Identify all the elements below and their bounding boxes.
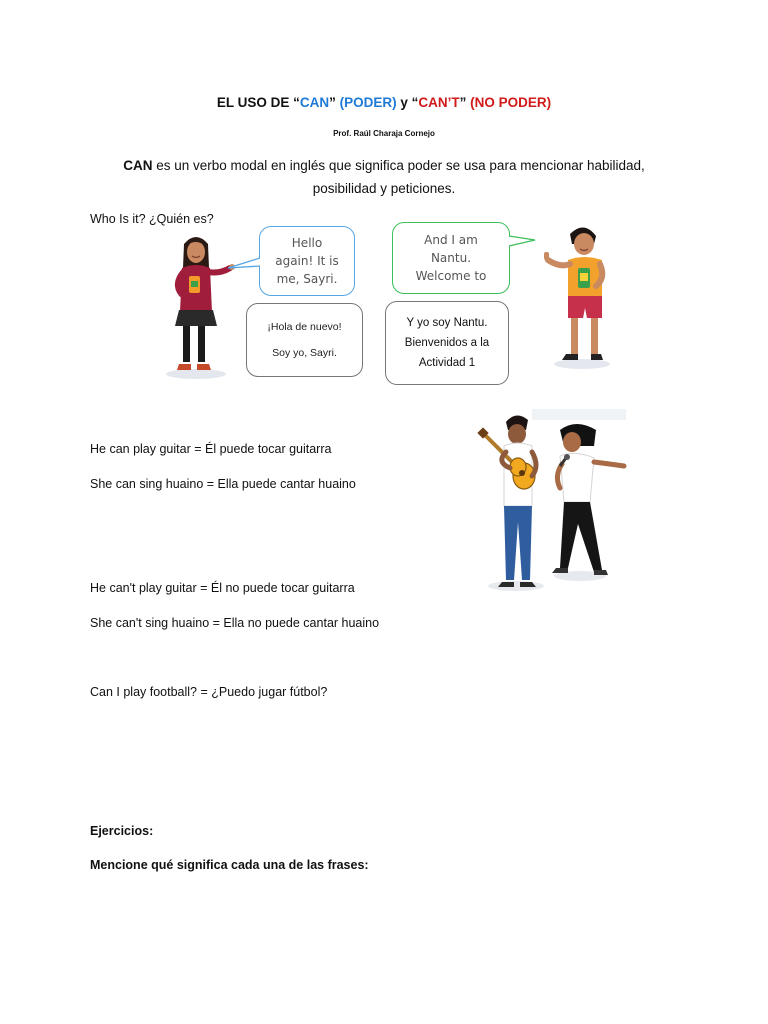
page-title: EL USO DE “CAN” (PODER) y “CAN’T” (NO PODER) — [216, 95, 552, 110]
sayri-illustration — [162, 232, 238, 382]
example-can-guitar: He can play guitar = Él puede tocar guitarra — [90, 442, 332, 456]
sayri-spanish-line-1: ¡Hola de nuevo! — [267, 321, 342, 333]
who-question: Who Is it? ¿Quién es? — [90, 212, 214, 226]
speech-box-nantu-spanish: Y yo soy Nantu. Bienvenidos a la Actividad 1 — [385, 301, 509, 385]
exercises-instruction: Mencione qué significa cada una de las frases: — [90, 858, 369, 872]
intro-paragraph: CAN es un verbo modal en inglés que significa poder se usa para mencionar habilidad, posibilidad y peticiones. — [123, 158, 645, 196]
bubble-tail-sayri — [226, 256, 262, 272]
bubble-tail-nantu — [507, 230, 537, 252]
speech-box-sayri-spanish — [246, 303, 363, 377]
author-line: Prof. Raúl Charaja Cornejo — [333, 129, 435, 138]
sayri-spanish-line-2: Soy yo, Sayri. — [272, 347, 337, 359]
example-cant-guitar: He can't play guitar = Él no puede tocar guitarra — [90, 581, 355, 595]
example-cant-sing: She can't sing huaino = Ella no puede cantar huaino — [90, 616, 380, 630]
speech-bubble-nantu-english: And I am Nantu. Welcome to — [392, 222, 510, 294]
musicians-illustration — [476, 406, 628, 594]
example-can-sing: She can sing huaino = Ella puede cantar huaino — [90, 477, 356, 491]
exercises-heading: Ejercicios: — [90, 824, 154, 838]
example-can-question: Can I play football? = ¿Puedo jugar fútbol? — [90, 685, 328, 699]
speech-bubble-sayri-english: Hello again! It is me, Sayri. — [259, 226, 355, 296]
nantu-illustration — [540, 224, 610, 372]
